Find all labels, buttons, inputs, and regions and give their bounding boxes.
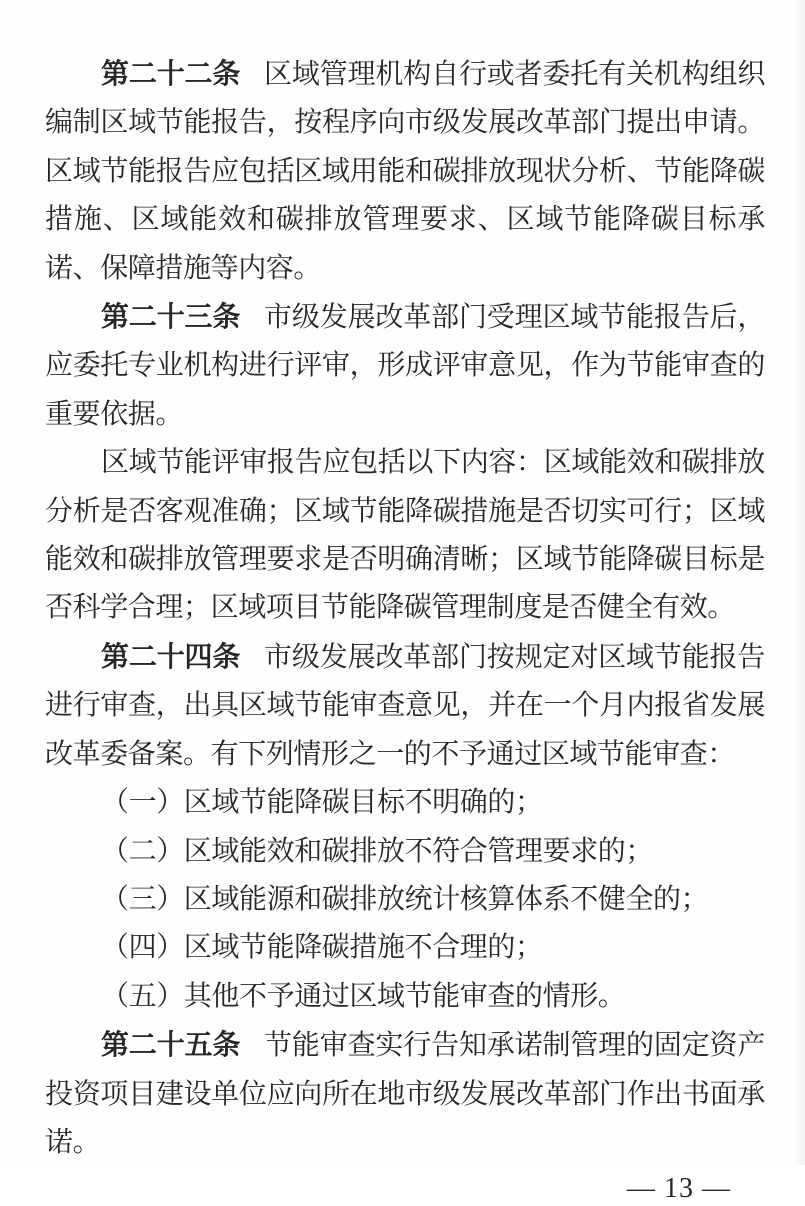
page-footer: [0, 1172, 805, 1206]
article-number: 第二十三条: [101, 301, 241, 333]
body-paragraph: [45, 924, 765, 972]
article-number: 第二十五条: [101, 1029, 241, 1061]
body-paragraph: [45, 439, 765, 633]
article-number: 第二十四条: [101, 640, 241, 672]
body-paragraph: [45, 828, 765, 876]
paragraph-text: 市级发展改革部门受理区域节能报告后，应委托专业机构进行评审，形成评审意见，作为节能审查的重要依据。: [45, 302, 765, 430]
article-paragraph: [45, 633, 765, 779]
body-paragraph: [45, 973, 765, 1021]
paragraph-text: （二）区域能效和碳排放不符合管理要求的；: [101, 835, 654, 867]
paragraph-text: （四）区域节能降碳措施不合理的；: [101, 932, 543, 964]
paragraph-text: （五）其他不予通过区域节能审查的情形。: [101, 980, 626, 1012]
paragraph-text: 节能审查实行告知承诺制管理的固定资产投资项目建设单位应向所在地市级发展改革部门作出书面承诺。: [45, 1030, 765, 1158]
paragraph-text: （一）区域节能降碳目标不明确的；: [101, 787, 543, 819]
paragraph-text: 市级发展改革部门按规定对区域节能报告进行审查，出具区域节能审查意见，并在一个月内报省发展改革委备案。有下列情形之一的不予通过区域节能审查：: [45, 641, 765, 770]
article-number: 第二十二条: [101, 58, 241, 89]
article-paragraph: [45, 293, 765, 439]
article-paragraph: [45, 1021, 765, 1167]
body-paragraph: [45, 779, 765, 827]
page-number: — 13 —: [627, 1173, 731, 1205]
article-paragraph: [45, 50, 765, 293]
body-paragraph: [45, 876, 765, 924]
paragraph-text: （三）区域能源和碳排放统计核算体系不健全的；: [101, 883, 709, 915]
paragraph-text: 区域管理机构自行或者委托有关机构组织编制区域节能报告，按程序向市级发展改革部门提出申请。区域节能报告应包括区域用能和碳排放现状分析、节能降碳措施、区域能效和碳排放管理要求、区域节能降碳目标承诺、保障措施等内容。: [45, 59, 765, 284]
paragraph-text: 区域节能评审报告应包括以下内容：区域能效和碳排放分析是否客观准确；区域节能降碳措施是否切实可行；区域能效和碳排放管理要求是否明确清晰；区域节能降碳目标是否科学合理；区域项目节能降碳管理制度是否健全有效。: [45, 447, 765, 624]
